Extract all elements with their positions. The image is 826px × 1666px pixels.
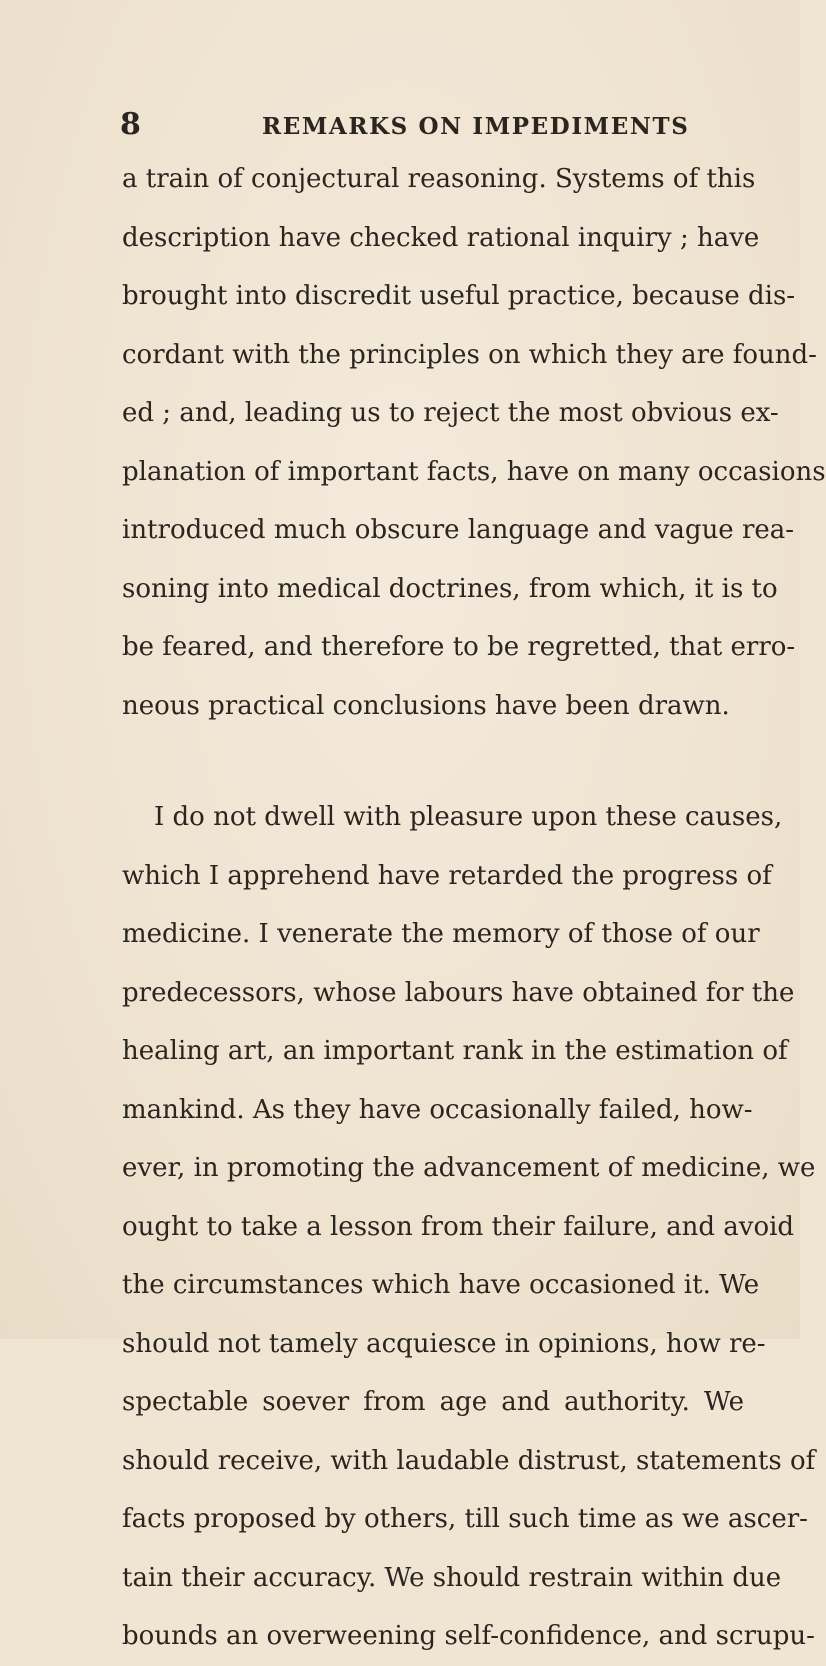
text-line: brought into discredit useful practice, because dis-	[122, 281, 796, 311]
text-line: bounds an overweening self-confidence, and scrupu-	[122, 1621, 815, 1651]
page-number: 8	[120, 107, 141, 142]
text-line: introduced much obscure language and vague rea-	[122, 515, 795, 545]
text-line: ought to take a lesson from their failure, and avoid	[122, 1211, 795, 1242]
text-line: soning into medical doctrines, from which, it is to	[122, 573, 778, 604]
paragraph-1	[122, 150, 826, 735]
text-line: predecessors, whose labours have obtained for the	[122, 977, 795, 1008]
text-line: cordant with the principles on which they are found-	[122, 339, 817, 370]
running-head: REMARKS ON IMPEDIMENTS	[262, 113, 690, 140]
text-line: ed ; and, leading us to reject the most obvious ex-	[122, 398, 779, 428]
text-line: be feared, and therefore to be regretted, that erro-	[122, 632, 796, 662]
text-line: mankind. As they have occasionally failed, how-	[122, 1094, 753, 1125]
text-line: medicine. I venerate the memory of those of our	[122, 919, 760, 949]
text-line: neous practical conclusions have been drawn.	[122, 690, 730, 721]
text-line: healing art, an important rank in the estimation of	[122, 1036, 788, 1066]
text-line: description have checked rational inquiry ; have	[122, 222, 760, 253]
page-header	[120, 107, 720, 143]
body-text	[122, 150, 826, 1666]
text-line: spectable soever from age and authority. We	[122, 1387, 744, 1417]
text-line: facts proposed by others, till such time as we ascer-	[122, 1504, 808, 1534]
text-line: which I apprehend have retarded the progress of	[122, 860, 772, 891]
text-line: ever, in promoting the advancement of medicine, we	[122, 1153, 816, 1183]
text-line: I do not dwell with pleasure upon these causes,	[154, 802, 783, 832]
text-line: should receive, with laudable distrust, statements of	[122, 1445, 816, 1476]
text-line: the circumstances which have occasioned it. We	[122, 1270, 760, 1300]
text-line: should not tamely acquiesce in opinions, how re-	[122, 1328, 766, 1359]
text-line: tain their accuracy. We should restrain within due	[122, 1562, 782, 1593]
text-line: planation of important facts, have on many occasions	[122, 456, 826, 487]
text-line: a train of conjectural reasoning. Systems of this	[122, 164, 756, 194]
paragraph-2	[122, 788, 816, 1666]
paragraph-spacer	[122, 735, 744, 788]
